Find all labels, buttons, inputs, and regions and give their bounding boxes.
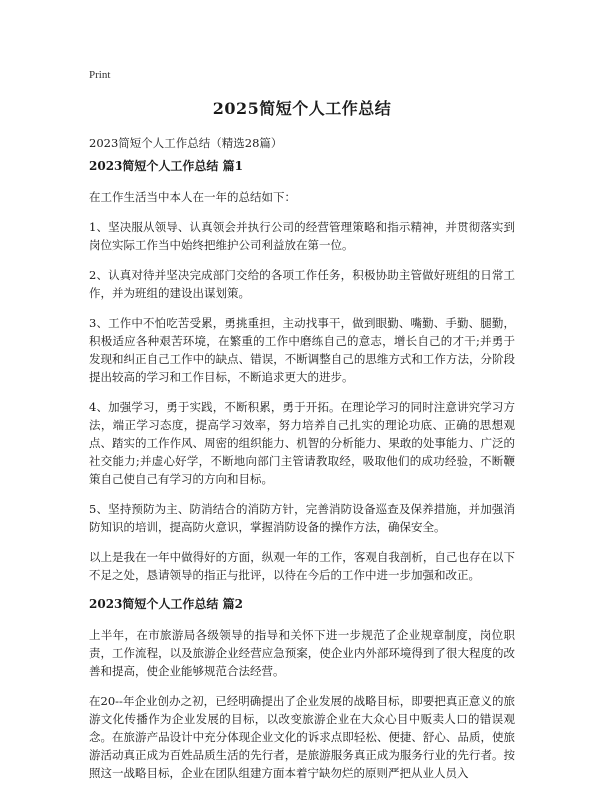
- section-heading: 2023简短个人工作总结 篇1: [89, 159, 243, 173]
- paragraph: 在20--年企业创办之初，已经明确提出了企业发展的战略目标，即要把真正意义的旅游文化传播作为企业发展的目标，以改变旅游企业在大众心目中贩卖人口的错误观念。在旅游产品设计中充分体现企业文化的诉求点即轻松、便捷、舒心、品质，使旅游活动真正成为百姓品质生活的先行者，是旅游服务真正成为服务行业的先行者。按照这一战略目标，企业在团队组建方面本着宁缺勿烂的原则严把从业人员入: [89, 694, 515, 780]
- paragraph: 1、坚决服从领导、认真领会并执行公司的经营管理策略和指示精神，并贯彻落实到岗位实际工作当中始终把维护公司利益放在第一位。: [89, 220, 515, 252]
- document-subtitle: 2023简短个人工作总结（精选28篇）: [89, 136, 283, 150]
- paragraph: 以上是我在一年中做得好的方面，纵观一年的工作，客观自我剖析，自己也存在以下不足之处，恳请领导的指正与批评，以待在今后的工作中进一步加强和改正。: [89, 550, 515, 582]
- paragraph: 2、认真对待并坚决完成部门交给的各项工作任务，积极协助主管做好班组的日常工作，并为班组的建设出谋划策。: [89, 268, 515, 300]
- paragraph: 在工作生活当中本人在一年的总结如下：: [89, 190, 296, 204]
- section-heading: 2023简短个人工作总结 篇2: [89, 597, 243, 611]
- print-label: Print: [89, 69, 111, 81]
- paragraph: 4、加强学习，勇于实践，不断积累，勇于开拓。在理论学习的同时注意讲究学习方法，端正学习态度，提高学习效率，努力培养自己扎实的理论功底、正确的思想观点、踏实的工作作风、周密的组织能力、机智的分析能力、果敢的处事能力、广泛的社交能力;并虚心好学，不断地向部门主管请教取经，吸取他们的成功经验，不断鞭策自己使自己有学习的方向和目标。: [89, 400, 515, 486]
- page-title: 2025简短个人工作总结: [212, 99, 392, 118]
- document-body: [89, 158, 515, 794]
- paragraph: 5、坚持预防为主、防消结合的消防方针，完善消防设备巡查及保养措施，并加强消防知识的培训，提高防火意识，掌握消防设备的操作方法，确保安全。: [89, 502, 515, 534]
- paragraph: 3、工作中不怕吃苦受累，勇挑重担，主动找事干，做到眼勤、嘴勤、手勤、腿勤，积极适应各种艰苦环境，在繁重的工作中磨练自己的意志，增长自己的才干;并勇于发现和纠正自己工作中的缺点、错误，不断调整自己的思维方式和工作方法，分阶段提出较高的学习和工作目标，不断追求更大的进步。: [89, 316, 515, 384]
- paragraph: 上半年，在市旅游局各级领导的指导和关怀下进一步规范了企业规章制度，岗位职责，工作流程，以及旅游企业经营应急预案，使企业内外部环境得到了很大程度的改善和提高，使企业能够规范合法经营。: [89, 628, 515, 678]
